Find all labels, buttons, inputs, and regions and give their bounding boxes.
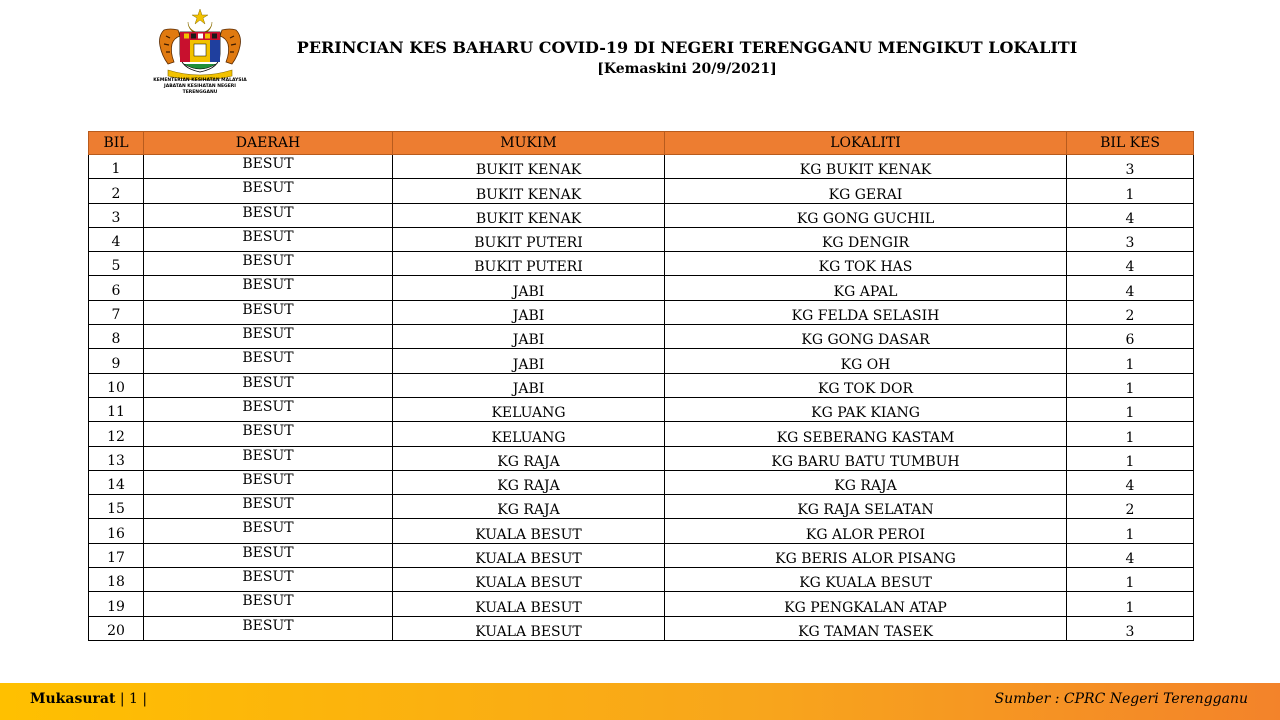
cell-lokaliti: KG BARU BATU TUMBUH [665, 446, 1067, 470]
table-row [89, 179, 1194, 203]
page-subtitle: [Kemaskini 20/9/2021] [597, 61, 777, 77]
cell-bil-kes: 1 [1067, 592, 1194, 616]
cell-bil: 7 [89, 300, 144, 324]
table-row [89, 276, 1194, 300]
cell-bil-kes: 1 [1067, 446, 1194, 470]
cell-daerah: BESUT [144, 568, 393, 592]
cell-lokaliti: KG GERAI [665, 179, 1067, 203]
column-header-bil: BIL [89, 132, 144, 155]
cell-mukim: KUALA BESUT [393, 568, 665, 592]
cell-bil-kes: 2 [1067, 300, 1194, 324]
cell-mukim: KG RAJA [393, 446, 665, 470]
column-header-bil-kes: BIL KES [1067, 132, 1194, 155]
cell-bil: 20 [89, 616, 144, 640]
table-row [89, 592, 1194, 616]
cell-daerah: BESUT [144, 349, 393, 373]
table-row [89, 252, 1194, 276]
page-label: Mukasurat [30, 691, 116, 707]
cell-mukim: KELUANG [393, 422, 665, 446]
cell-lokaliti: KG SEBERANG KASTAM [665, 422, 1067, 446]
table-row [89, 422, 1194, 446]
cell-daerah: BESUT [144, 495, 393, 519]
cell-lokaliti: KG FELDA SELASIH [665, 300, 1067, 324]
cell-bil: 11 [89, 397, 144, 421]
cell-mukim: KUALA BESUT [393, 519, 665, 543]
table-row [89, 373, 1194, 397]
footer-bar [0, 683, 1280, 720]
logo-caption-ministry: KEMENTERIAN KESIHATAN MALAYSIA [153, 78, 247, 83]
cell-bil: 5 [89, 252, 144, 276]
cell-lokaliti: KG PENGKALAN ATAP [665, 592, 1067, 616]
page-title: PERINCIAN KES BAHARU COVID-19 DI NEGERI TERENGGANU MENGIKUT LOKALITI [296, 38, 1078, 57]
column-header-mukim: MUKIM [393, 132, 665, 155]
cell-daerah: BESUT [144, 179, 393, 203]
cell-bil: 12 [89, 422, 144, 446]
cell-lokaliti: KG APAL [665, 276, 1067, 300]
source-note: Sumber : CPRC Negeri Terengganu [994, 691, 1248, 707]
cell-daerah: BESUT [144, 227, 393, 251]
cell-daerah: BESUT [144, 397, 393, 421]
cell-daerah: BESUT [144, 300, 393, 324]
cell-mukim: JABI [393, 276, 665, 300]
cell-bil-kes: 4 [1067, 203, 1194, 227]
cell-bil: 19 [89, 592, 144, 616]
cell-daerah: BESUT [144, 373, 393, 397]
cell-lokaliti: KG GONG GUCHIL [665, 203, 1067, 227]
table-header-row [89, 132, 1194, 155]
cell-mukim: KUALA BESUT [393, 616, 665, 640]
table-row [89, 227, 1194, 251]
cell-lokaliti: KG TAMAN TASEK [665, 616, 1067, 640]
cell-bil-kes: 1 [1067, 422, 1194, 446]
column-header-lokaliti: LOKALITI [665, 132, 1067, 155]
cell-mukim: JABI [393, 349, 665, 373]
cell-bil-kes: 1 [1067, 373, 1194, 397]
cell-mukim: JABI [393, 300, 665, 324]
cell-bil-kes: 2 [1067, 495, 1194, 519]
table-row [89, 543, 1194, 567]
cell-bil: 13 [89, 446, 144, 470]
cell-daerah: BESUT [144, 203, 393, 227]
cell-bil-kes: 1 [1067, 179, 1194, 203]
cell-mukim: BUKIT PUTERI [393, 227, 665, 251]
cell-mukim: KUALA BESUT [393, 543, 665, 567]
cell-daerah: BESUT [144, 446, 393, 470]
cell-bil-kes: 6 [1067, 325, 1194, 349]
cell-lokaliti: KG TOK HAS [665, 252, 1067, 276]
table-row [89, 568, 1194, 592]
cell-bil: 17 [89, 543, 144, 567]
logo-caption [148, 78, 252, 96]
cell-daerah: BESUT [144, 252, 393, 276]
cell-mukim: KUALA BESUT [393, 592, 665, 616]
page-separator-right: | [137, 691, 148, 707]
page-number: 1 [129, 691, 138, 707]
table-row [89, 325, 1194, 349]
cell-bil-kes: 3 [1067, 155, 1194, 179]
cell-bil: 4 [89, 227, 144, 251]
cell-lokaliti: KG BERIS ALOR PISANG [665, 543, 1067, 567]
cell-daerah: BESUT [144, 543, 393, 567]
cell-bil-kes: 1 [1067, 519, 1194, 543]
table-row [89, 495, 1194, 519]
cell-bil: 8 [89, 325, 144, 349]
cell-daerah: BESUT [144, 519, 393, 543]
table-row [89, 616, 1194, 640]
cell-lokaliti: KG KUALA BESUT [665, 568, 1067, 592]
cell-lokaliti: KG OH [665, 349, 1067, 373]
table-row [89, 446, 1194, 470]
table-row [89, 519, 1194, 543]
table-row [89, 470, 1194, 494]
cell-lokaliti: KG GONG DASAR [665, 325, 1067, 349]
cell-bil-kes: 4 [1067, 543, 1194, 567]
cell-daerah: BESUT [144, 155, 393, 179]
cell-bil-kes: 1 [1067, 397, 1194, 421]
cell-lokaliti: KG BUKIT KENAK [665, 155, 1067, 179]
cell-bil-kes: 4 [1067, 276, 1194, 300]
cell-daerah: BESUT [144, 592, 393, 616]
cell-mukim: JABI [393, 325, 665, 349]
cell-bil: 6 [89, 276, 144, 300]
cell-bil-kes: 1 [1067, 568, 1194, 592]
cell-bil-kes: 4 [1067, 470, 1194, 494]
cell-daerah: BESUT [144, 325, 393, 349]
cell-mukim: KELUANG [393, 397, 665, 421]
table-row [89, 349, 1194, 373]
cell-bil: 18 [89, 568, 144, 592]
cell-mukim: BUKIT PUTERI [393, 252, 665, 276]
cell-lokaliti: KG RAJA [665, 470, 1067, 494]
cell-mukim: BUKIT KENAK [393, 203, 665, 227]
cell-bil: 15 [89, 495, 144, 519]
cell-bil-kes: 3 [1067, 616, 1194, 640]
cell-lokaliti: KG DENGIR [665, 227, 1067, 251]
cases-table [88, 131, 1194, 641]
cell-daerah: BESUT [144, 276, 393, 300]
cell-mukim: BUKIT KENAK [393, 155, 665, 179]
cell-bil-kes: 4 [1067, 252, 1194, 276]
table-row [89, 203, 1194, 227]
cell-bil: 2 [89, 179, 144, 203]
cell-bil: 1 [89, 155, 144, 179]
cell-lokaliti: KG ALOR PEROI [665, 519, 1067, 543]
cell-mukim: KG RAJA [393, 470, 665, 494]
cell-mukim: KG RAJA [393, 495, 665, 519]
cell-mukim: BUKIT KENAK [393, 179, 665, 203]
cell-bil: 16 [89, 519, 144, 543]
cell-bil-kes: 3 [1067, 227, 1194, 251]
column-header-daerah: DAERAH [144, 132, 393, 155]
table-row [89, 155, 1194, 179]
table-row [89, 397, 1194, 421]
page-indicator [30, 691, 147, 707]
cell-lokaliti: KG TOK DOR [665, 373, 1067, 397]
cell-daerah: BESUT [144, 470, 393, 494]
cell-bil: 14 [89, 470, 144, 494]
cell-bil: 9 [89, 349, 144, 373]
cell-bil: 10 [89, 373, 144, 397]
cell-lokaliti: KG PAK KIANG [665, 397, 1067, 421]
table-row [89, 300, 1194, 324]
logo-caption-department: JABATAN KESIHATAN NEGERI TERENGGANU [164, 84, 236, 95]
cell-daerah: BESUT [144, 616, 393, 640]
page-separator-left: | [119, 691, 130, 707]
cell-bil: 3 [89, 203, 144, 227]
cell-daerah: BESUT [144, 422, 393, 446]
cell-mukim: JABI [393, 373, 665, 397]
cell-bil-kes: 1 [1067, 349, 1194, 373]
cell-lokaliti: KG RAJA SELATAN [665, 495, 1067, 519]
